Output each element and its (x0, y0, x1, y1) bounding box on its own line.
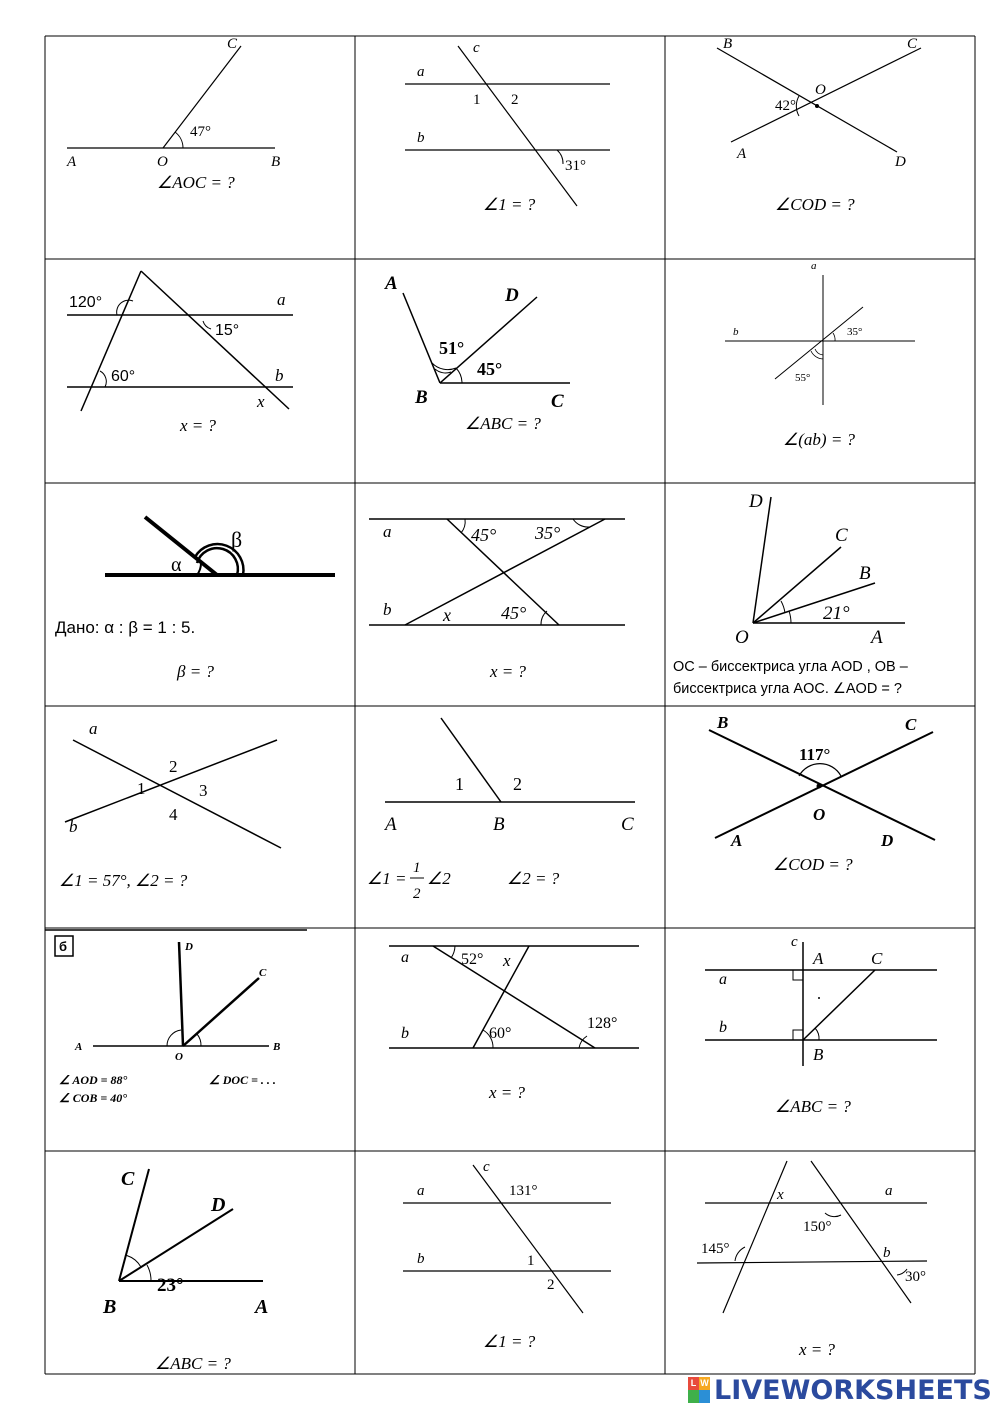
label-A: A (75, 1041, 83, 1053)
label-b: b (401, 1025, 409, 1042)
label-60: 60° (489, 1025, 512, 1042)
label-x: x (443, 605, 451, 625)
problem-r4c3 (665, 706, 975, 928)
label-a: a (885, 1183, 893, 1199)
label-55: 55° (795, 372, 811, 384)
label-B: B (859, 563, 871, 584)
find-doc: ∠ DOC = . . . (209, 1073, 276, 1087)
label-120: 120° (69, 294, 103, 311)
label-60: 60° (111, 368, 136, 385)
label-a: a (719, 971, 727, 988)
label-C: C (871, 949, 883, 968)
problem-r3c2 (355, 483, 665, 705)
label-O: O (157, 154, 168, 170)
label-1: 1 (137, 779, 146, 798)
logo-text: LIVEWORKSHEETS (714, 1374, 992, 1406)
question: x = ? (799, 1340, 836, 1359)
problem-r3c3 (665, 483, 975, 705)
figure-tag: б (59, 939, 68, 954)
label-D: D (895, 154, 906, 170)
label-D: D (881, 831, 894, 850)
label-C: C (121, 1168, 135, 1190)
label-45-bottom: 45° (501, 603, 527, 623)
label-c: c (791, 934, 798, 950)
label-A: A (871, 627, 883, 648)
label-a: a (401, 949, 409, 966)
label-2: 2 (169, 757, 178, 776)
question: ∠1 = ? (483, 195, 536, 214)
label-A: A (385, 273, 398, 294)
logo-badge-green (688, 1390, 699, 1403)
angle-label: 47° (190, 124, 211, 140)
label-2: 2 (547, 1277, 555, 1293)
label-c: c (473, 40, 480, 56)
problem-r6c3 (665, 1151, 975, 1373)
question: x = ? (490, 662, 527, 681)
question: ∠COD = ? (773, 855, 853, 874)
question: x = ? (180, 416, 217, 435)
problem-r5c2 (355, 928, 665, 1150)
label-131: 131° (509, 1183, 538, 1199)
label-1: 1 (455, 774, 464, 794)
given: Дано: α : β = 1 : 5. (55, 618, 196, 637)
label-O: O (813, 805, 826, 824)
label-b: b (69, 817, 78, 836)
label-b: b (275, 366, 284, 385)
label-145: 145° (701, 1241, 730, 1257)
logo-badge-l: L (688, 1377, 699, 1390)
label-a: a (811, 260, 817, 272)
label-23: 23° (157, 1275, 184, 1296)
label-D: D (211, 1194, 226, 1216)
question: ∠ABC = ? (465, 414, 541, 433)
label-B: B (493, 814, 505, 835)
label-A: A (731, 831, 743, 850)
problem-r1c2 (355, 36, 665, 258)
problem-r2c2 (355, 259, 665, 481)
label-C: C (551, 391, 564, 412)
question: ∠ABC = ? (775, 1097, 851, 1116)
fraction-denominator: 2 (413, 886, 421, 902)
label-B: B (717, 713, 729, 732)
problem-r2c3 (665, 259, 975, 481)
question: ∠COD = ? (775, 195, 855, 214)
problem-r3c1 (45, 483, 355, 705)
label-B: B (103, 1296, 117, 1318)
problem-r5c3 (665, 928, 975, 1150)
question-part-1: ∠1 = (367, 869, 407, 888)
label-35: 35° (847, 326, 863, 338)
label-B: B (813, 1045, 824, 1064)
label-117: 117° (799, 745, 831, 764)
label-A: A (385, 814, 397, 835)
label-A: A (67, 154, 77, 170)
label-3: 3 (199, 781, 208, 800)
label-x: x (777, 1187, 784, 1203)
label-C: C (905, 715, 917, 734)
label-150: 150° (803, 1219, 832, 1235)
label-2: 2 (511, 92, 519, 108)
label-128: 128° (587, 1015, 618, 1032)
label-b: b (883, 1245, 891, 1261)
label-1: 1 (527, 1253, 535, 1269)
label-O: O (735, 627, 749, 648)
label-x: x (257, 392, 265, 411)
label-C: C (259, 967, 267, 979)
label-b: b (719, 1019, 727, 1036)
label-B: B (271, 154, 281, 170)
label-C: C (835, 525, 848, 546)
question: ∠1 = 57°, ∠2 = ? (59, 871, 188, 890)
question: x = ? (489, 1083, 526, 1102)
label-D: D (185, 941, 193, 953)
problem-r1c1 (45, 36, 355, 258)
problem-r1c3 (665, 36, 975, 258)
label-x: x (503, 951, 511, 970)
label-c: c (483, 1159, 490, 1175)
label-B: B (415, 387, 428, 408)
label-a: a (417, 1183, 425, 1199)
label-45-top: 45° (471, 525, 497, 545)
label-21: 21° (823, 603, 850, 624)
label-A: A (255, 1296, 269, 1318)
label-52: 52° (461, 951, 484, 968)
label-b: b (733, 326, 739, 338)
question-2: ∠2 = ? (507, 869, 560, 888)
given-cob: ∠ COB = 40° (59, 1091, 128, 1105)
statement-line-1: OC – биссектриса угла AOD , OB – (673, 659, 908, 675)
problem-r4c2 (355, 706, 665, 928)
label-A: A (813, 949, 824, 968)
label-b: b (417, 130, 425, 146)
label-A: A (737, 146, 747, 162)
label-a: a (89, 719, 98, 738)
given-aod: ∠ AOD = 88° (59, 1073, 128, 1087)
logo-badge-icon (688, 1377, 710, 1403)
logo-badge-blue (699, 1390, 710, 1403)
fraction-numerator: 1 (413, 860, 421, 876)
label-D: D (505, 285, 519, 306)
label-beta: β (231, 527, 243, 552)
label-C: C (621, 814, 634, 835)
label-4: 4 (169, 805, 178, 824)
angle-label: 31° (565, 158, 586, 174)
liveworksheets-logo (688, 1374, 992, 1406)
question: ∠(ab) = ? (783, 430, 856, 449)
logo-badge-w: W (700, 1378, 709, 1388)
problem-r5c1 (45, 928, 355, 1150)
label-a: a (417, 64, 425, 80)
problem-r2c1 (45, 259, 355, 481)
problem-r6c1 (45, 1151, 355, 1373)
label-2: 2 (513, 774, 522, 794)
label-51: 51° (439, 338, 465, 358)
label-alpha: α (171, 554, 182, 576)
problem-r4c1 (45, 706, 355, 928)
statement-line-2: биссектриса угла AOC. ∠AOD = ? (673, 681, 902, 697)
label-30: 30° (905, 1269, 926, 1285)
label-b: b (417, 1251, 425, 1267)
question-part-2: ∠2 (427, 869, 451, 888)
label-35: 35° (535, 523, 561, 543)
label-b: b (383, 600, 392, 619)
label-a: a (277, 290, 286, 309)
label-B: B (273, 1041, 281, 1053)
label-B: B (723, 36, 733, 52)
question: ∠ABC = ? (155, 1354, 231, 1373)
label-45: 45° (477, 359, 503, 379)
label-15: 15° (215, 322, 240, 339)
angle-label: 42° (775, 98, 796, 114)
question: ∠1 = ? (483, 1332, 536, 1351)
label-O: O (175, 1051, 183, 1063)
label-a: a (383, 522, 392, 541)
label-C: C (907, 36, 918, 52)
label-C: C (227, 36, 238, 52)
question: β = ? (177, 662, 214, 681)
label-1: 1 (473, 92, 481, 108)
question: ∠AOC = ? (157, 173, 235, 192)
problem-r6c2 (355, 1151, 665, 1373)
label-O: O (815, 82, 826, 98)
label-D: D (749, 491, 763, 512)
